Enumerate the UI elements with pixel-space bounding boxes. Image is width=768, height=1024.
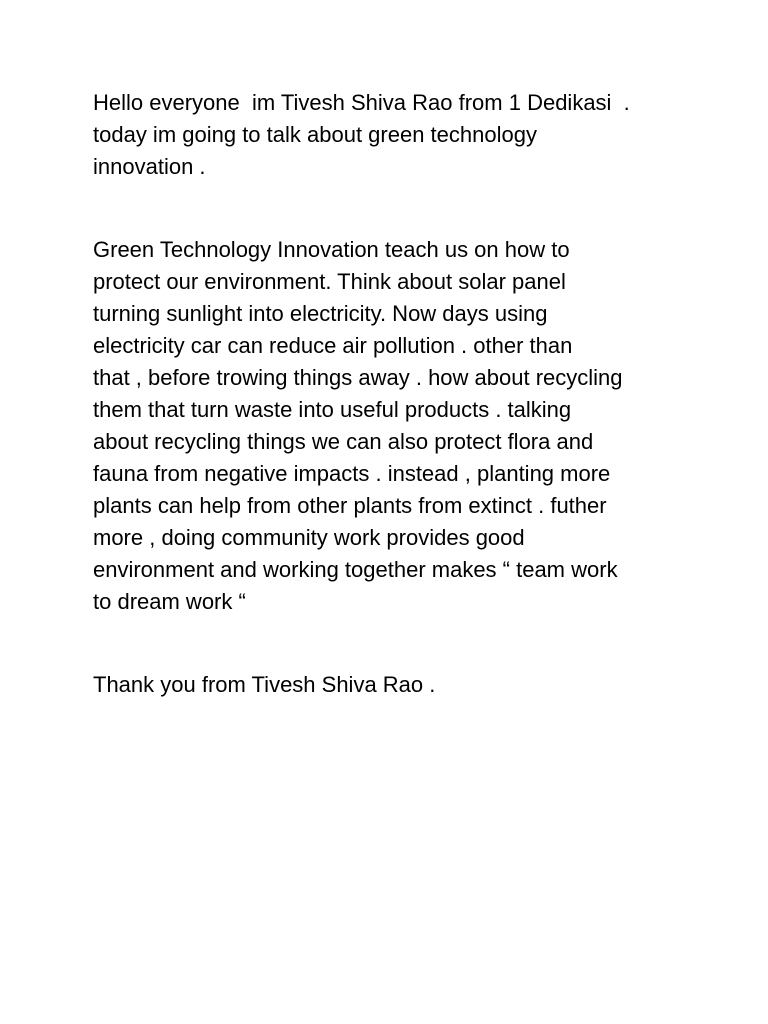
text-line: today im going to talk about green technology	[93, 122, 537, 147]
text-line: protect our environment. Think about solar panel	[93, 269, 566, 294]
text-line: to dream work “	[93, 589, 246, 614]
text-line: electricity car can reduce air pollution . other than	[93, 333, 573, 358]
text-line: about recycling things we can also protect flora and	[93, 429, 594, 454]
text-line: more , doing community work provides good	[93, 525, 525, 550]
intro-paragraph	[93, 87, 693, 183]
text-line: Green Technology Innovation teach us on how to	[93, 237, 570, 262]
text-line: Hello everyone im Tivesh Shiva Rao from 1 Dedikasi .	[93, 90, 630, 115]
text-line: them that turn waste into useful products . talking	[93, 397, 572, 422]
text-line: plants can help from other plants from extinct . futher	[93, 493, 607, 518]
document-body	[93, 87, 693, 701]
text-line: turning sunlight into electricity. Now days using	[93, 301, 548, 326]
text-line: Thank you from Tivesh Shiva Rao .	[93, 672, 436, 697]
body-paragraph	[93, 234, 693, 618]
text-line: environment and working together makes “ team work	[93, 557, 618, 582]
closing-paragraph	[93, 669, 693, 701]
text-line: that , before trowing things away . how about recycling	[93, 365, 623, 390]
text-line: innovation .	[93, 154, 206, 179]
text-line: fauna from negative impacts . instead , planting more	[93, 461, 611, 486]
